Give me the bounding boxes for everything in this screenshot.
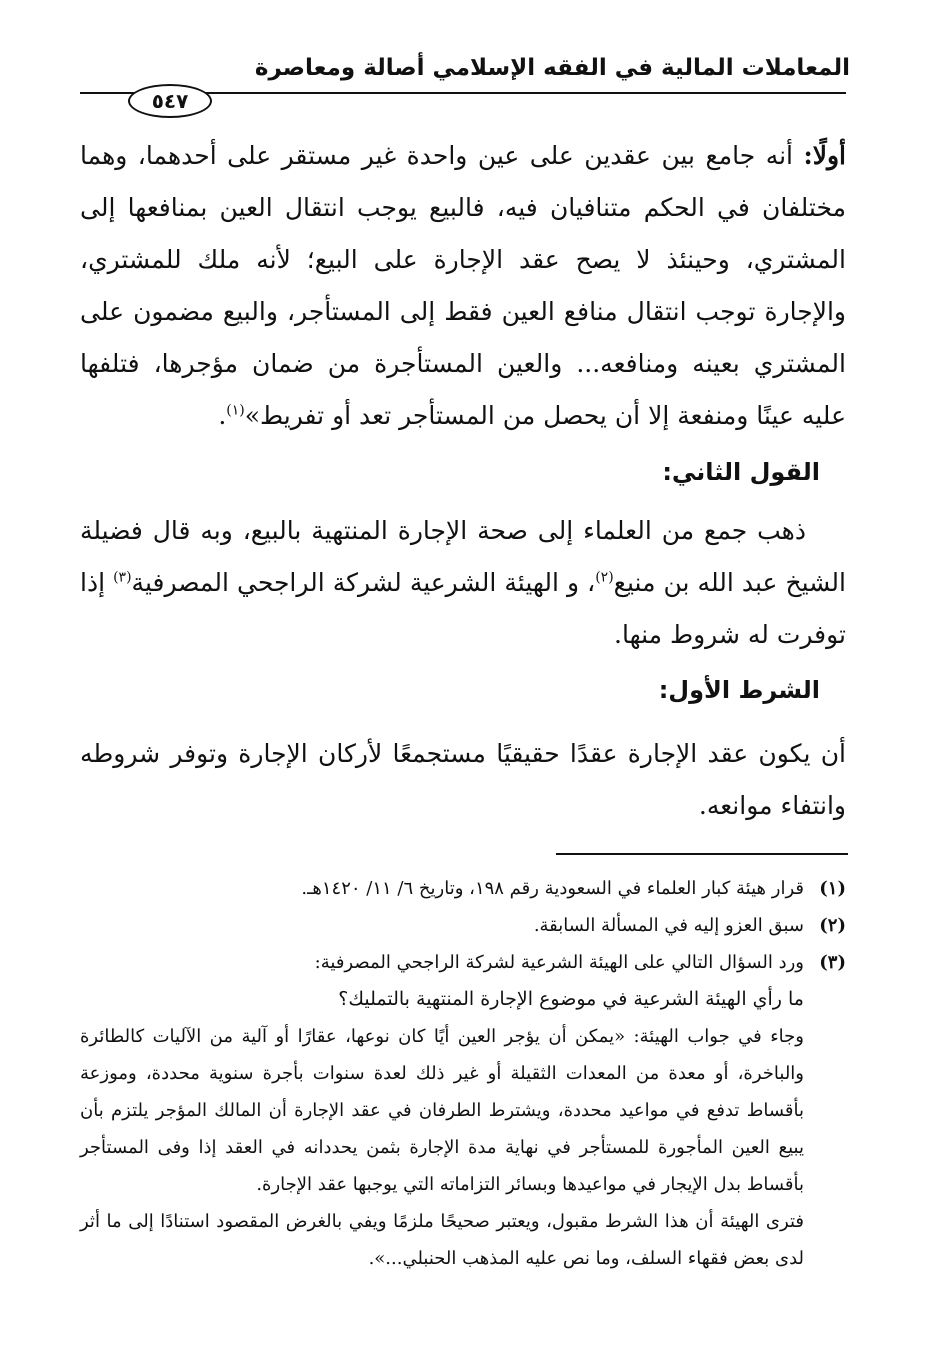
first-reason-lead: أولًا: bbox=[803, 141, 846, 170]
footnote-ref-1[interactable]: (١) bbox=[226, 402, 245, 419]
paragraph-second-view bbox=[80, 505, 846, 661]
footnote-separator bbox=[556, 853, 848, 855]
second-view-text-a: ذهب جمع من العلماء إلى صحة الإجارة المنتهية بالبيع، وبه قال فضيلة الشيخ عبد الله بن منيع bbox=[80, 516, 846, 597]
page-number: ٥٤٧ bbox=[128, 84, 212, 118]
heading-first-condition: الشرط الأول: bbox=[658, 676, 820, 704]
footnote-1 bbox=[80, 870, 846, 907]
second-view-text-b: ، و الهيئة الشرعية لشركة الراجحي المصرفية bbox=[131, 568, 596, 597]
heading-second-view: القول الثاني: bbox=[662, 458, 820, 486]
footnote-3-text: ورد السؤال التالي على الهيئة الشرعية لشركة الراجحي المصرفية: bbox=[314, 952, 804, 973]
footnote-1-text: قرار هيئة كبار العلماء في السعودية رقم ١٩٨، وتاريخ ٦/ ١١/ ١٤٢٠هـ. bbox=[301, 878, 804, 899]
paragraph-first-condition bbox=[80, 728, 846, 832]
paragraph-first-reason bbox=[80, 130, 846, 442]
footnote-3-question: ما رأي الهيئة الشرعية في موضوع الإجارة المنتهية بالتمليك؟ bbox=[338, 988, 804, 1010]
footnote-3 bbox=[80, 944, 846, 981]
first-condition-text: أن يكون عقد الإجارة عقدًا حقيقيًا مستجمعًا لأركان الإجارة وتوفر شروطه وانتفاء موانعه. bbox=[80, 739, 846, 820]
footnotes bbox=[80, 870, 846, 1277]
footnote-1-mark: (١) bbox=[819, 878, 846, 899]
running-title: المعاملات المالية في الفقه الإسلامي أصالة ومعاصرة bbox=[254, 55, 850, 81]
second-view-text-c: إذا توفرت له شروط منها. bbox=[80, 568, 846, 649]
first-reason-text: أنه جامع بين عقدين على عين واحدة غير مستقر على أحدهما، وهما مختلفان في الحكم متنافيان فيه، فالبيع يوجب انتقال العين بمنافعها إلى المشتري، وحينئذ لا يصح عقد الإجارة على البيع؛ لأنه ملك للمشتري، والإجارة توجب انتقال منافع العين فقط إلى المستأجر، والبيع مضمون على المشتري بعينه ومنافعه... والعين المستأجرة من ضمان مؤجرها، فتلفها عليه عينًا ومنفعة إلا أن يحصل من المستأجر تعد أو تفريط» bbox=[80, 141, 846, 430]
footnote-2-mark: (٢) bbox=[819, 915, 846, 936]
footnote-3-conclusion: فترى الهيئة أن هذا الشرط مقبول، ويعتبر صحيحًا ملزمًا ويفي بالغرض المقصود استنادًا إلى ما أثر لدى بعض فقهاء السلف، وما نص عليه المذهب الحنبلي...». bbox=[80, 1211, 804, 1269]
footnote-2-text: سبق العزو إليه في المسألة السابقة. bbox=[533, 915, 804, 936]
first-reason-end: . bbox=[218, 401, 227, 430]
footnote-ref-3[interactable]: (٣) bbox=[113, 569, 132, 586]
footnote-2 bbox=[80, 907, 846, 944]
footnote-3-answer: وجاء في جواب الهيئة: «يمكن أن يؤجر العين أيًا كان نوعها، عقارًا أو آلية من الآليات كالطائرة والباخرة، أو معدة من المعدات الثقيلة أو غير ذلك لعدة سنوات بأجرة سنوية محددة، وموزعة بأقساط تدفع في مواعيد محددة، ويشترط الطرفان في عقد الإجارة أن المالك المؤجر يلتزم بأن يبيع العين المأجورة للمستأجر في نهاية مدة الإجارة بثمن يحددانه في العقد إذا وفى المستأجر بأقساط بدل الإيجار في مواعيدها وبسائر التزاماته التي يوجبها عقد الإجارة. bbox=[80, 1026, 804, 1195]
footnote-3-mark: (٣) bbox=[819, 952, 846, 973]
footnote-ref-2[interactable]: (٢) bbox=[595, 569, 614, 586]
